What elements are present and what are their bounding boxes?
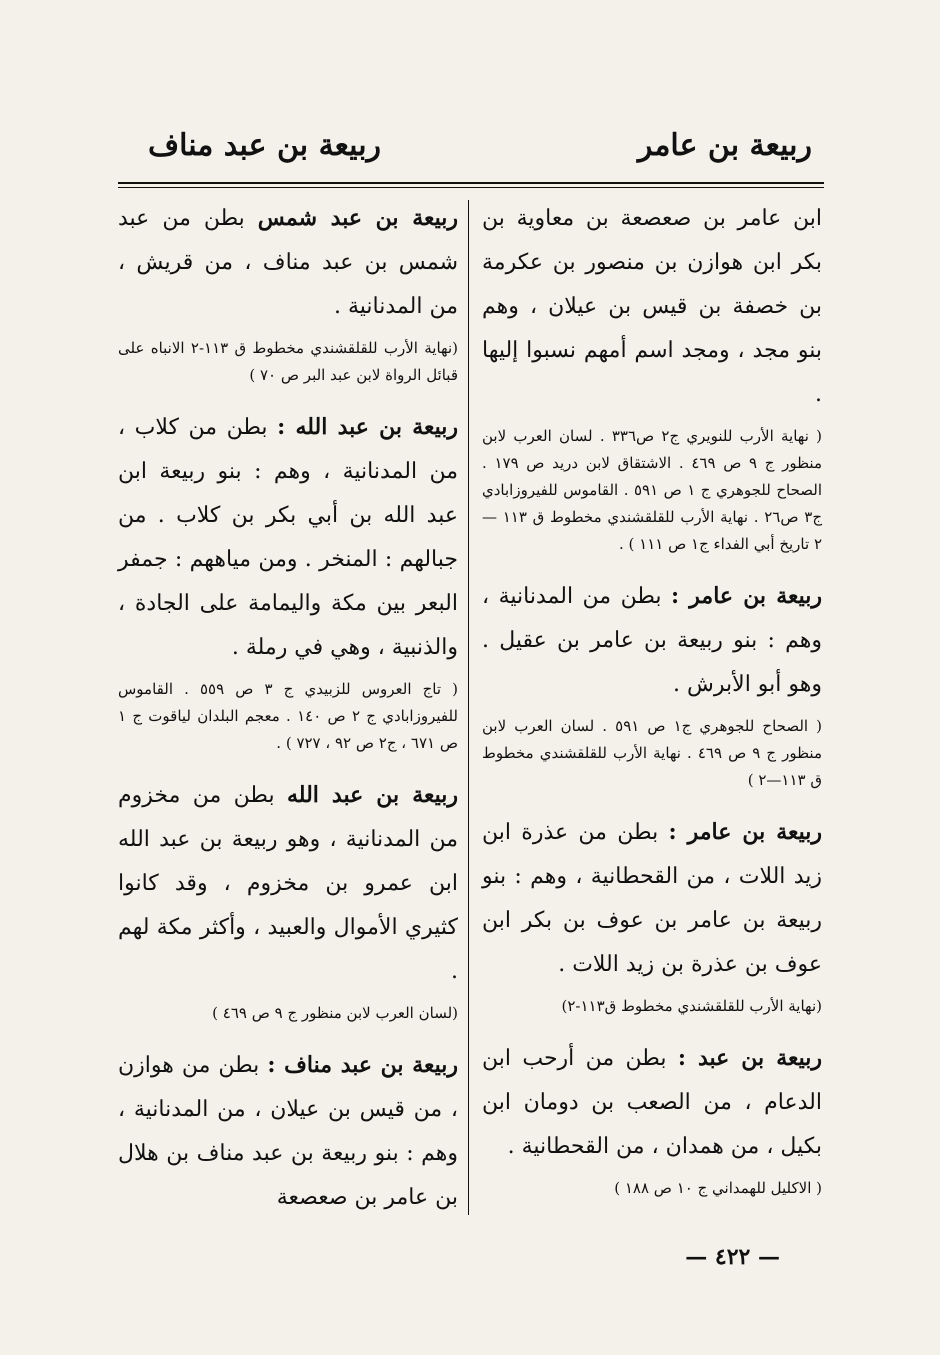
entry-reference: (لسان العرب لابن منظور ج ٩ ص ٤٦٩ ) xyxy=(212,1004,458,1022)
entry-body xyxy=(118,1043,458,1220)
entry-text: بطن من عذرة ابن زيد اللات ، من القحطانية ، وهم : بنو ربيعة بن عامر بن عوف بن بكر ابن عوف بن عذرة بن زيد اللات . xyxy=(482,820,822,977)
entry-text: بطن من المدنانية ، وهم : بنو ربيعة بن عامر بن عقيل . وهو أبو الأبرش . xyxy=(482,584,822,697)
running-header-right: ربيعة بن عامر xyxy=(637,128,812,163)
entry-text: بطن من كلاب ، من المدنانية ، وهم : بنو ربيعة ابن عبد الله بن أبي بكر بن كلاب . من جبالهم : المنخر . ومن مياههم : جمفر البعر بين مكة واليمامة على الجادة ، والذنبية ، وهي في رملة . xyxy=(118,415,458,660)
left-column xyxy=(118,196,458,1236)
entry-body xyxy=(482,810,822,987)
running-header-left: ربيعة بن عبد مناف xyxy=(148,128,382,163)
entry-term: ربيعة بن عبد : xyxy=(677,1045,822,1071)
entry-body xyxy=(118,773,458,994)
entry-term: ربيعة بن عبد الله : xyxy=(277,414,458,440)
right-column xyxy=(482,196,822,1218)
entry xyxy=(118,196,458,389)
entry-term: ربيعة بن عبد مناف : xyxy=(267,1052,458,1078)
page-number: — ٤٢٢ — xyxy=(685,1244,780,1270)
entry-text: بطن من أرحب ابن الدعام ، من الصعب بن دومان ابن بكيل ، من همدان ، من القحطانية . xyxy=(482,1046,822,1159)
header-rule xyxy=(118,182,824,184)
entry xyxy=(482,810,822,1020)
entry xyxy=(118,773,458,1027)
header-rule-thin xyxy=(118,187,824,188)
entry-text: بطن من مخزوم من المدنانية ، وهو ربيعة بن عبد الله ابن عمرو بن مخزوم ، وقد كانوا كثيري الأموال والعبيد ، وأكثر مكة لهم . xyxy=(118,783,458,984)
entry-text: ابن عامر بن صعصعة بن معاوية بن بكر ابن هوازن بن منصور بن عكرمة بن خصفة بن قيس بن عيلان ، وهم بنو مجد ، ومجد اسم أمهم نسبوا إليها . xyxy=(482,206,822,407)
entry xyxy=(118,1043,458,1220)
entry-reference: ( الاكليل للهمداني ج ١٠ ص ١٨٨ ) xyxy=(614,1179,822,1197)
entry-body xyxy=(482,196,822,417)
entry-reference: (نهاية الأرب للقلقشندي مخطوط ق ١١٣-٢ الانباه على قبائل الرواة لابن عبد البر ص ٧٠ ) xyxy=(118,339,458,384)
entry-term: ربيعة بن عبد شمس xyxy=(257,205,458,231)
column-divider xyxy=(468,200,469,1215)
entry xyxy=(482,1036,822,1202)
entry-term: ربيعة بن عامر : xyxy=(671,583,823,609)
entry-body xyxy=(482,574,822,707)
entry-reference: ( نهاية الأرب للنويري ج٢ ص٣٣٦ . لسان العرب لابن منظور ج ٩ ص ٤٦٩ . الاشتقاق لابن دريد ص ١٧٩ . الصحاح للجوهري ج ١ ص ٥٩١ . القاموس للفيروزابادي ج٣ ص٢٦ . نهاية الأرب للقلقشندي مخطوط ق ١١٣ — ٢ تاريخ أبي الفداء ج١ ص ١١١ ) . xyxy=(482,427,822,553)
entry-reference: ( الصحاح للجوهري ج١ ص ٥٩١ . لسان العرب لابن منظور ج ٩ ص ٤٦٩ . نهاية الأرب للقلقشندي مخطوط ق ١١٣—٢ ) xyxy=(482,717,823,789)
entry-body xyxy=(118,405,458,670)
entry xyxy=(482,574,822,794)
entry-text: بطن من هوازن ، من قيس بن عيلان ، من المدنانية ، وهم : بنو ربيعة بن عبد مناف بن هلال بن عامر بن صعصعة xyxy=(118,1053,458,1210)
entry xyxy=(118,405,458,757)
entry-term: ربيعة بن عبد الله xyxy=(286,782,458,808)
entry-body xyxy=(482,1036,822,1169)
entry-text: بطن من عبد شمس بن عبد مناف ، من قريش ، من المدنانية . xyxy=(118,206,458,319)
entry xyxy=(482,196,822,558)
entry-reference: (نهاية الأرب للقلقشندي مخطوط ق١١٣-٢) xyxy=(561,997,822,1015)
entry-term: ربيعة بن عامر : xyxy=(668,819,822,845)
entry-reference: ( تاج العروس للزبيدي ج ٣ ص ٥٥٩ . القاموس للفيروزابادي ج ٢ ص ١٤٠ . معجم البلدان لياقوت ج ١ ص ٦٧١ ، ج٢ ص ٩٢ ، ٧٢٧ ) . xyxy=(118,680,459,752)
entry-body xyxy=(118,196,458,329)
